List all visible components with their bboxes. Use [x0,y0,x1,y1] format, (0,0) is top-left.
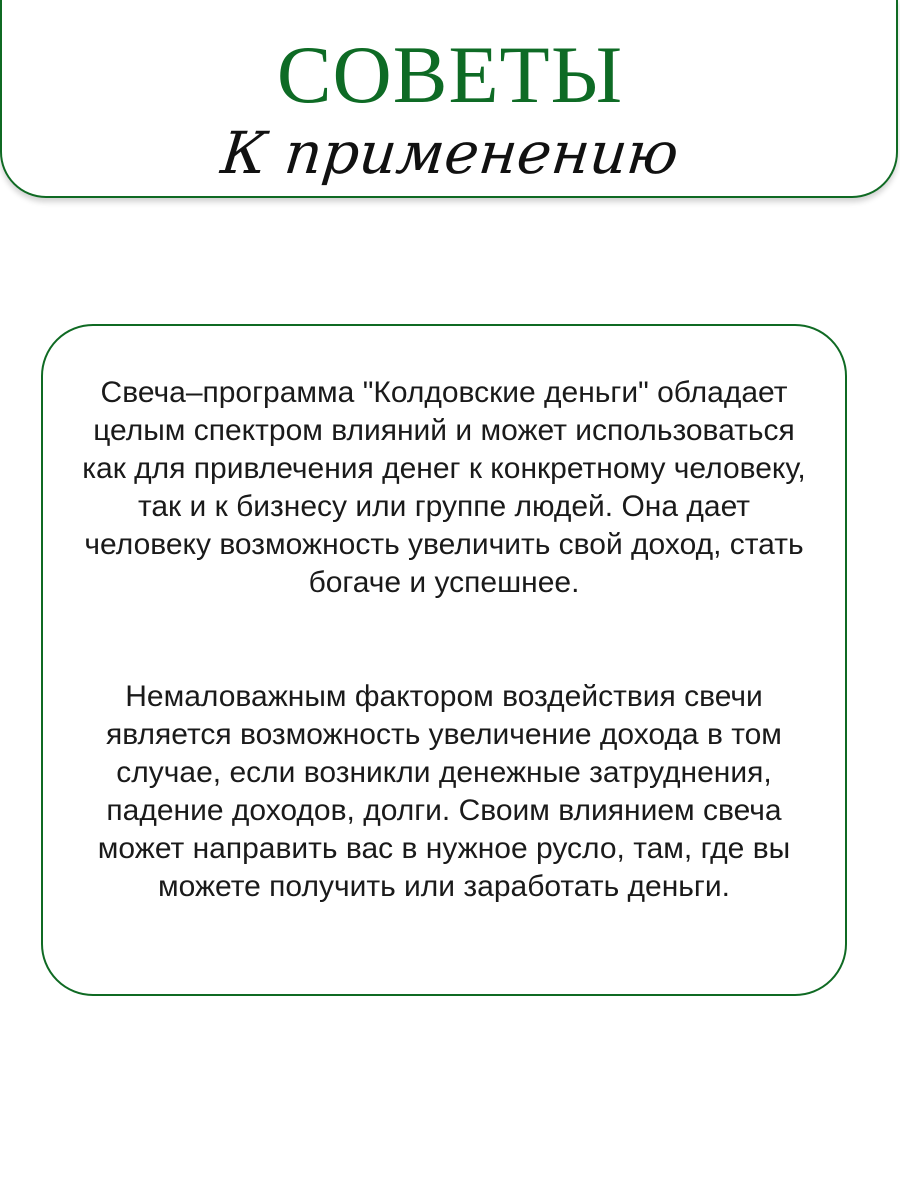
page-title: СОВЕТЫ [276,29,624,120]
paragraph-intro: Свеча–программа "Колдовские деньги" обладает целым спектром влияний и может использоваться как для привлечения денег к конкретному человеку, так и к бизнесу или группе людей. Она дает человеку возможность увеличить свой доход, стать богаче и успешнее. [82,376,806,599]
content-card [41,324,847,996]
paragraph-details: Немаловажным фактором воздействия свечи является возможность увеличение дохода в том случае, если возникли денежные затруднения, падение доходов, долги. Своим влиянием свеча может направить вас в нужное русло, там, где вы можете получить или заработать деньги. [97,680,791,903]
page-subtitle: К применению [218,119,682,187]
